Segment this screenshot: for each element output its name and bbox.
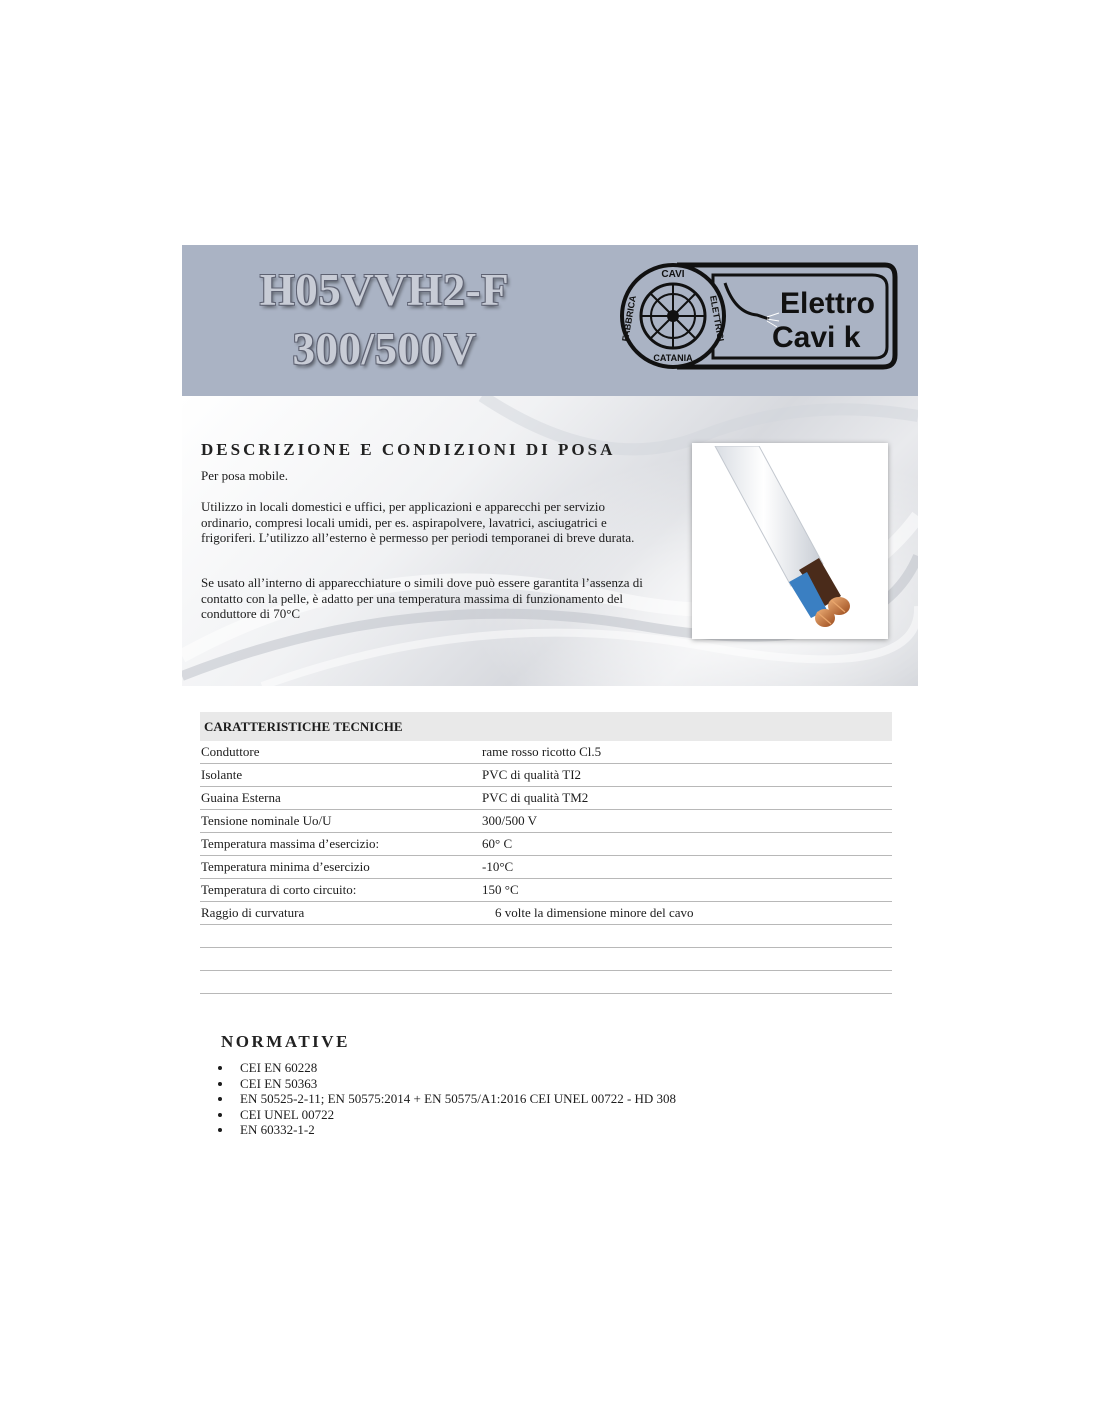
seal-text-top: CAVI [661, 269, 685, 280]
spec-value: 60° C [482, 836, 513, 851]
normative-heading: NORMATIVE [221, 1032, 350, 1051]
table-row [200, 879, 892, 902]
list-item: CEI EN 50363 [200, 1076, 676, 1092]
spec-value: 6 volte la dimensione minore del cavo [495, 905, 694, 920]
spec-label: Temperatura minima d’esercizio [201, 859, 370, 874]
description-heading: DESCRIZIONE E CONDIZIONI DI POSA [201, 440, 616, 459]
list-item: EN 50525-2-11; EN 50575:2014 + EN 50575/A1:2016 CEI UNEL 00722 - HD 308 [200, 1091, 676, 1107]
voltage-title: 300/500V [292, 324, 477, 374]
spec-label: Conduttore [201, 744, 260, 759]
seal-text-left: FABBRICA [620, 294, 639, 343]
spec-label: Temperatura massima d’esercizio: [201, 836, 380, 851]
elettrocavi-logo [617, 255, 902, 375]
spec-value: 300/500 V [482, 813, 538, 828]
spec-value: rame rosso ricotto Cl.5 [482, 744, 602, 759]
table-row [200, 856, 892, 879]
table-row [200, 764, 892, 787]
specs-heading: CARATTERISTICHE TECNICHE [200, 712, 892, 741]
brand-line-1: Elettro [780, 287, 876, 320]
normative-list [200, 1060, 676, 1138]
description-section [182, 396, 918, 686]
table-row [200, 741, 892, 764]
spec-label: Temperatura di corto circuito: [201, 882, 357, 897]
spec-value: PVC di qualità TI2 [482, 767, 582, 782]
seal-text-right: ELETTRICI [707, 294, 726, 343]
product-code-title: H05VVH2-F [259, 265, 510, 315]
empty-table-row [200, 971, 892, 994]
description-paragraph-1: Per posa mobile. [201, 468, 289, 483]
spec-value: -10°C [482, 859, 514, 874]
technical-specs-table [200, 712, 892, 994]
table-row [200, 810, 892, 833]
brand-line-2: Cavi k [772, 321, 861, 354]
table-row [200, 833, 892, 856]
list-item: CEI EN 60228 [200, 1060, 676, 1076]
header-banner [182, 245, 918, 396]
table-row [200, 787, 892, 810]
cable-photo [692, 443, 888, 639]
spec-label: Raggio di curvatura [201, 905, 305, 920]
empty-table-row [200, 925, 892, 948]
list-item: CEI UNEL 00722 [200, 1107, 676, 1123]
spec-label: Guaina Esterna [201, 790, 281, 805]
seal-text-bottom: CATANIA [653, 353, 693, 363]
cable-photo-icon [695, 446, 885, 636]
table-row [200, 902, 892, 925]
description-paragraph-3: Se usato all’interno di apparecchiature o simili dove può essere garantita l’assenza di contatto con la pelle, è adatto per una temperatura massima di funzionamento del conduttore di 70°C [201, 575, 643, 621]
description-paragraph-2: Utilizzo in locali domestici e uffici, per applicazioni e apparecchi per servizio ordinario, compresi locali umidi, per es. aspirapolvere, lavatrici, asciugatrici e frigoriferi. L’utilizzo all’esterno è permesso per periodi temporanei di breve durata. [201, 499, 635, 545]
spec-label: Tensione nominale Uo/U [201, 813, 332, 828]
spec-value: 150 °C [482, 882, 519, 897]
spec-label: Isolante [201, 767, 243, 782]
empty-table-row [200, 948, 892, 971]
spec-value: PVC di qualità TM2 [482, 790, 589, 805]
list-item: EN 60332-1-2 [200, 1122, 676, 1138]
